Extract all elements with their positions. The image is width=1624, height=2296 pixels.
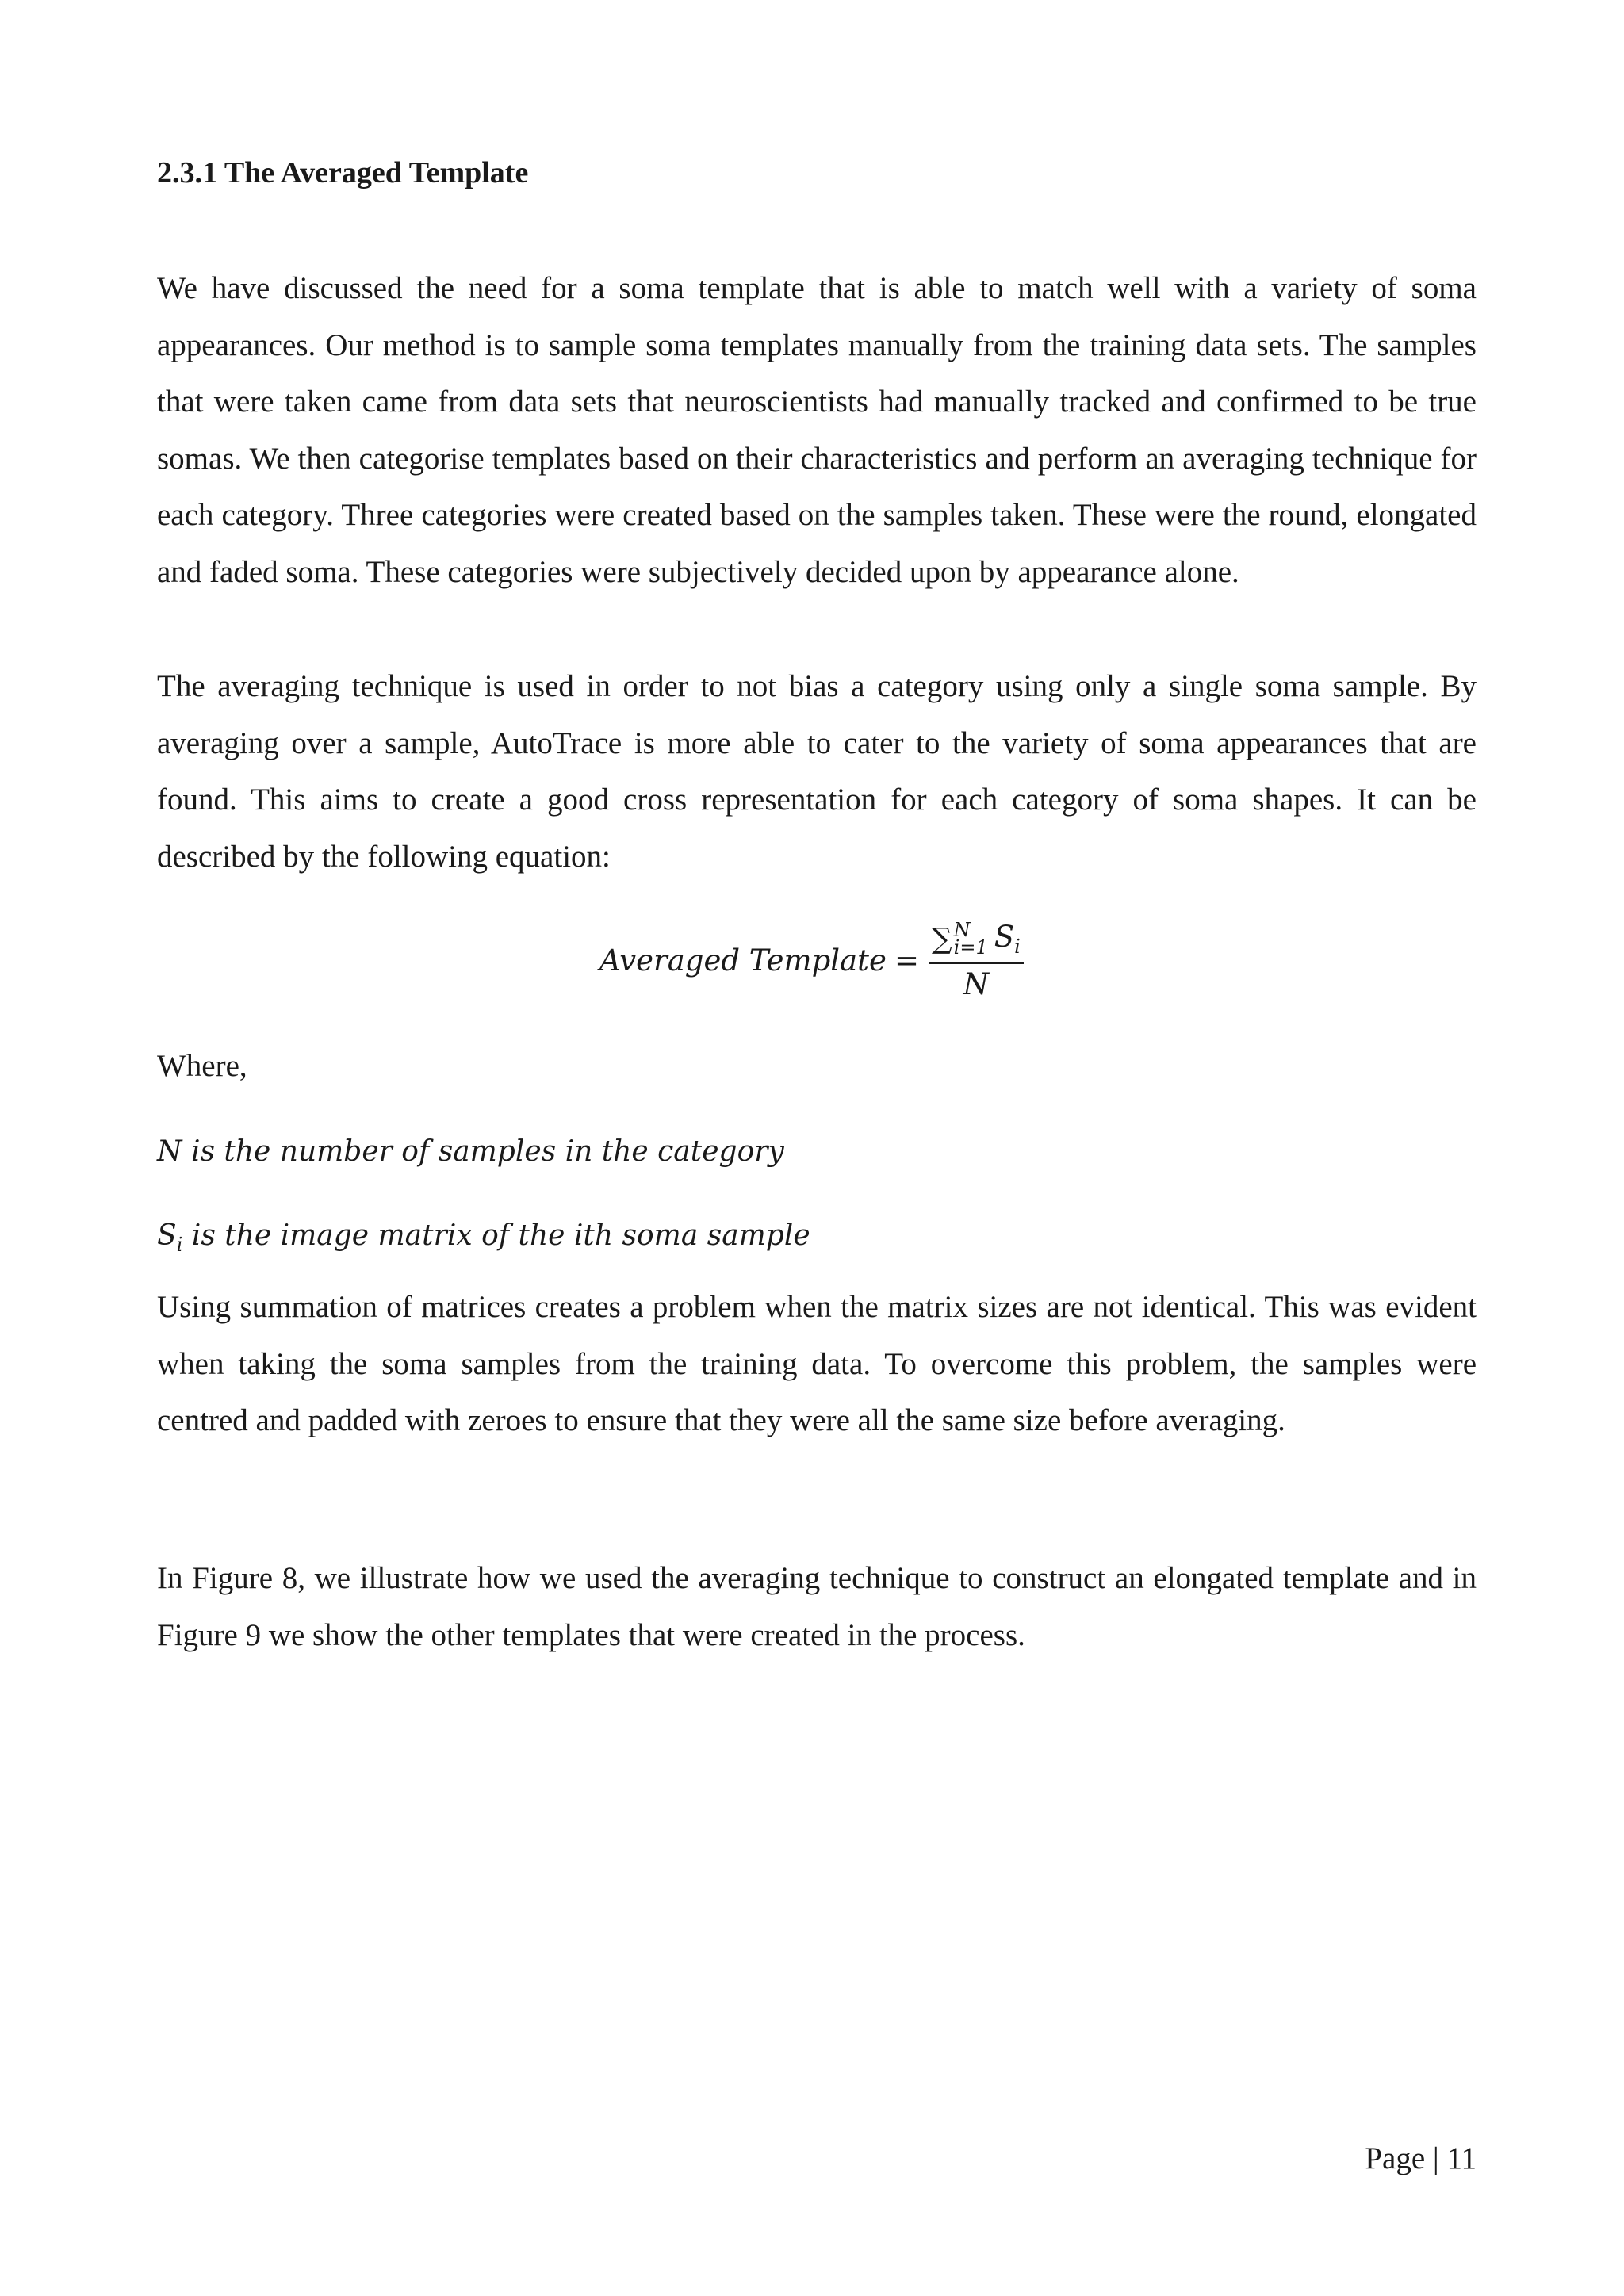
paragraph-matrix-problem: Using summation of matrices creates a problem when the matrix sizes are not identical. This was evident when taking the soma samples from the training data. To overcome this problem, the samples were centred and padded with zeroes to ensure that they were all the same size before averaging.	[157, 1290, 1477, 1437]
summation-lower-limit: i=1	[953, 936, 988, 959]
fraction-numerator	[929, 920, 1024, 964]
where-label: Where,	[157, 1049, 247, 1083]
paragraph-averaging-technique: The averaging technique is used in order to not bias a category using only a single soma sample. By averaging over a sample, AutoTrace is more able to cater to the variety of soma appearances that are found. This aims to create a good cross representation for each category of soma shapes. It can be described by the following equation:	[157, 669, 1477, 874]
summation-symbol: ∑	[931, 922, 952, 955]
averaged-template-equation	[599, 920, 1024, 1001]
definition-si: $S_i$ is the image matrix of the ith soma sample	[157, 1219, 810, 1256]
paragraph-intro: We have discussed the need for a soma template that is able to match well with a variety of soma appearances. Our method is to sample soma templates manually from the training data sets. The samples that were taken came from data sets that neuroscientists had manually tracked and confirmed to be true somas. We then categorise templates based on their characteristics and perform an averaging technique for each category. Three categories were created based on the samples taken. These were the round, elongated and faded soma. These categories were subjectively decided upon by appearance alone.	[157, 271, 1477, 589]
paragraph-figures: In Figure 8, we illustrate how we used the averaging technique to construct an elongated template and in Figure 9 we show the other templates that were created in the process.	[157, 1561, 1477, 1652]
definition-n: N is the number of samples in the category	[157, 1135, 784, 1168]
section-heading: 2.3.1 The Averaged Template	[157, 156, 529, 189]
summation-term: $S_i$	[994, 920, 1021, 958]
fraction-denominator: N	[963, 967, 990, 1001]
equation-equals: =	[894, 943, 919, 978]
equation-fraction	[929, 920, 1024, 1001]
equation-lhs: Averaged Template	[599, 943, 887, 978]
summation-limits	[953, 919, 988, 959]
page-number: Page | 11	[1365, 2141, 1477, 2175]
summation-upper-limit: N	[953, 919, 971, 941]
